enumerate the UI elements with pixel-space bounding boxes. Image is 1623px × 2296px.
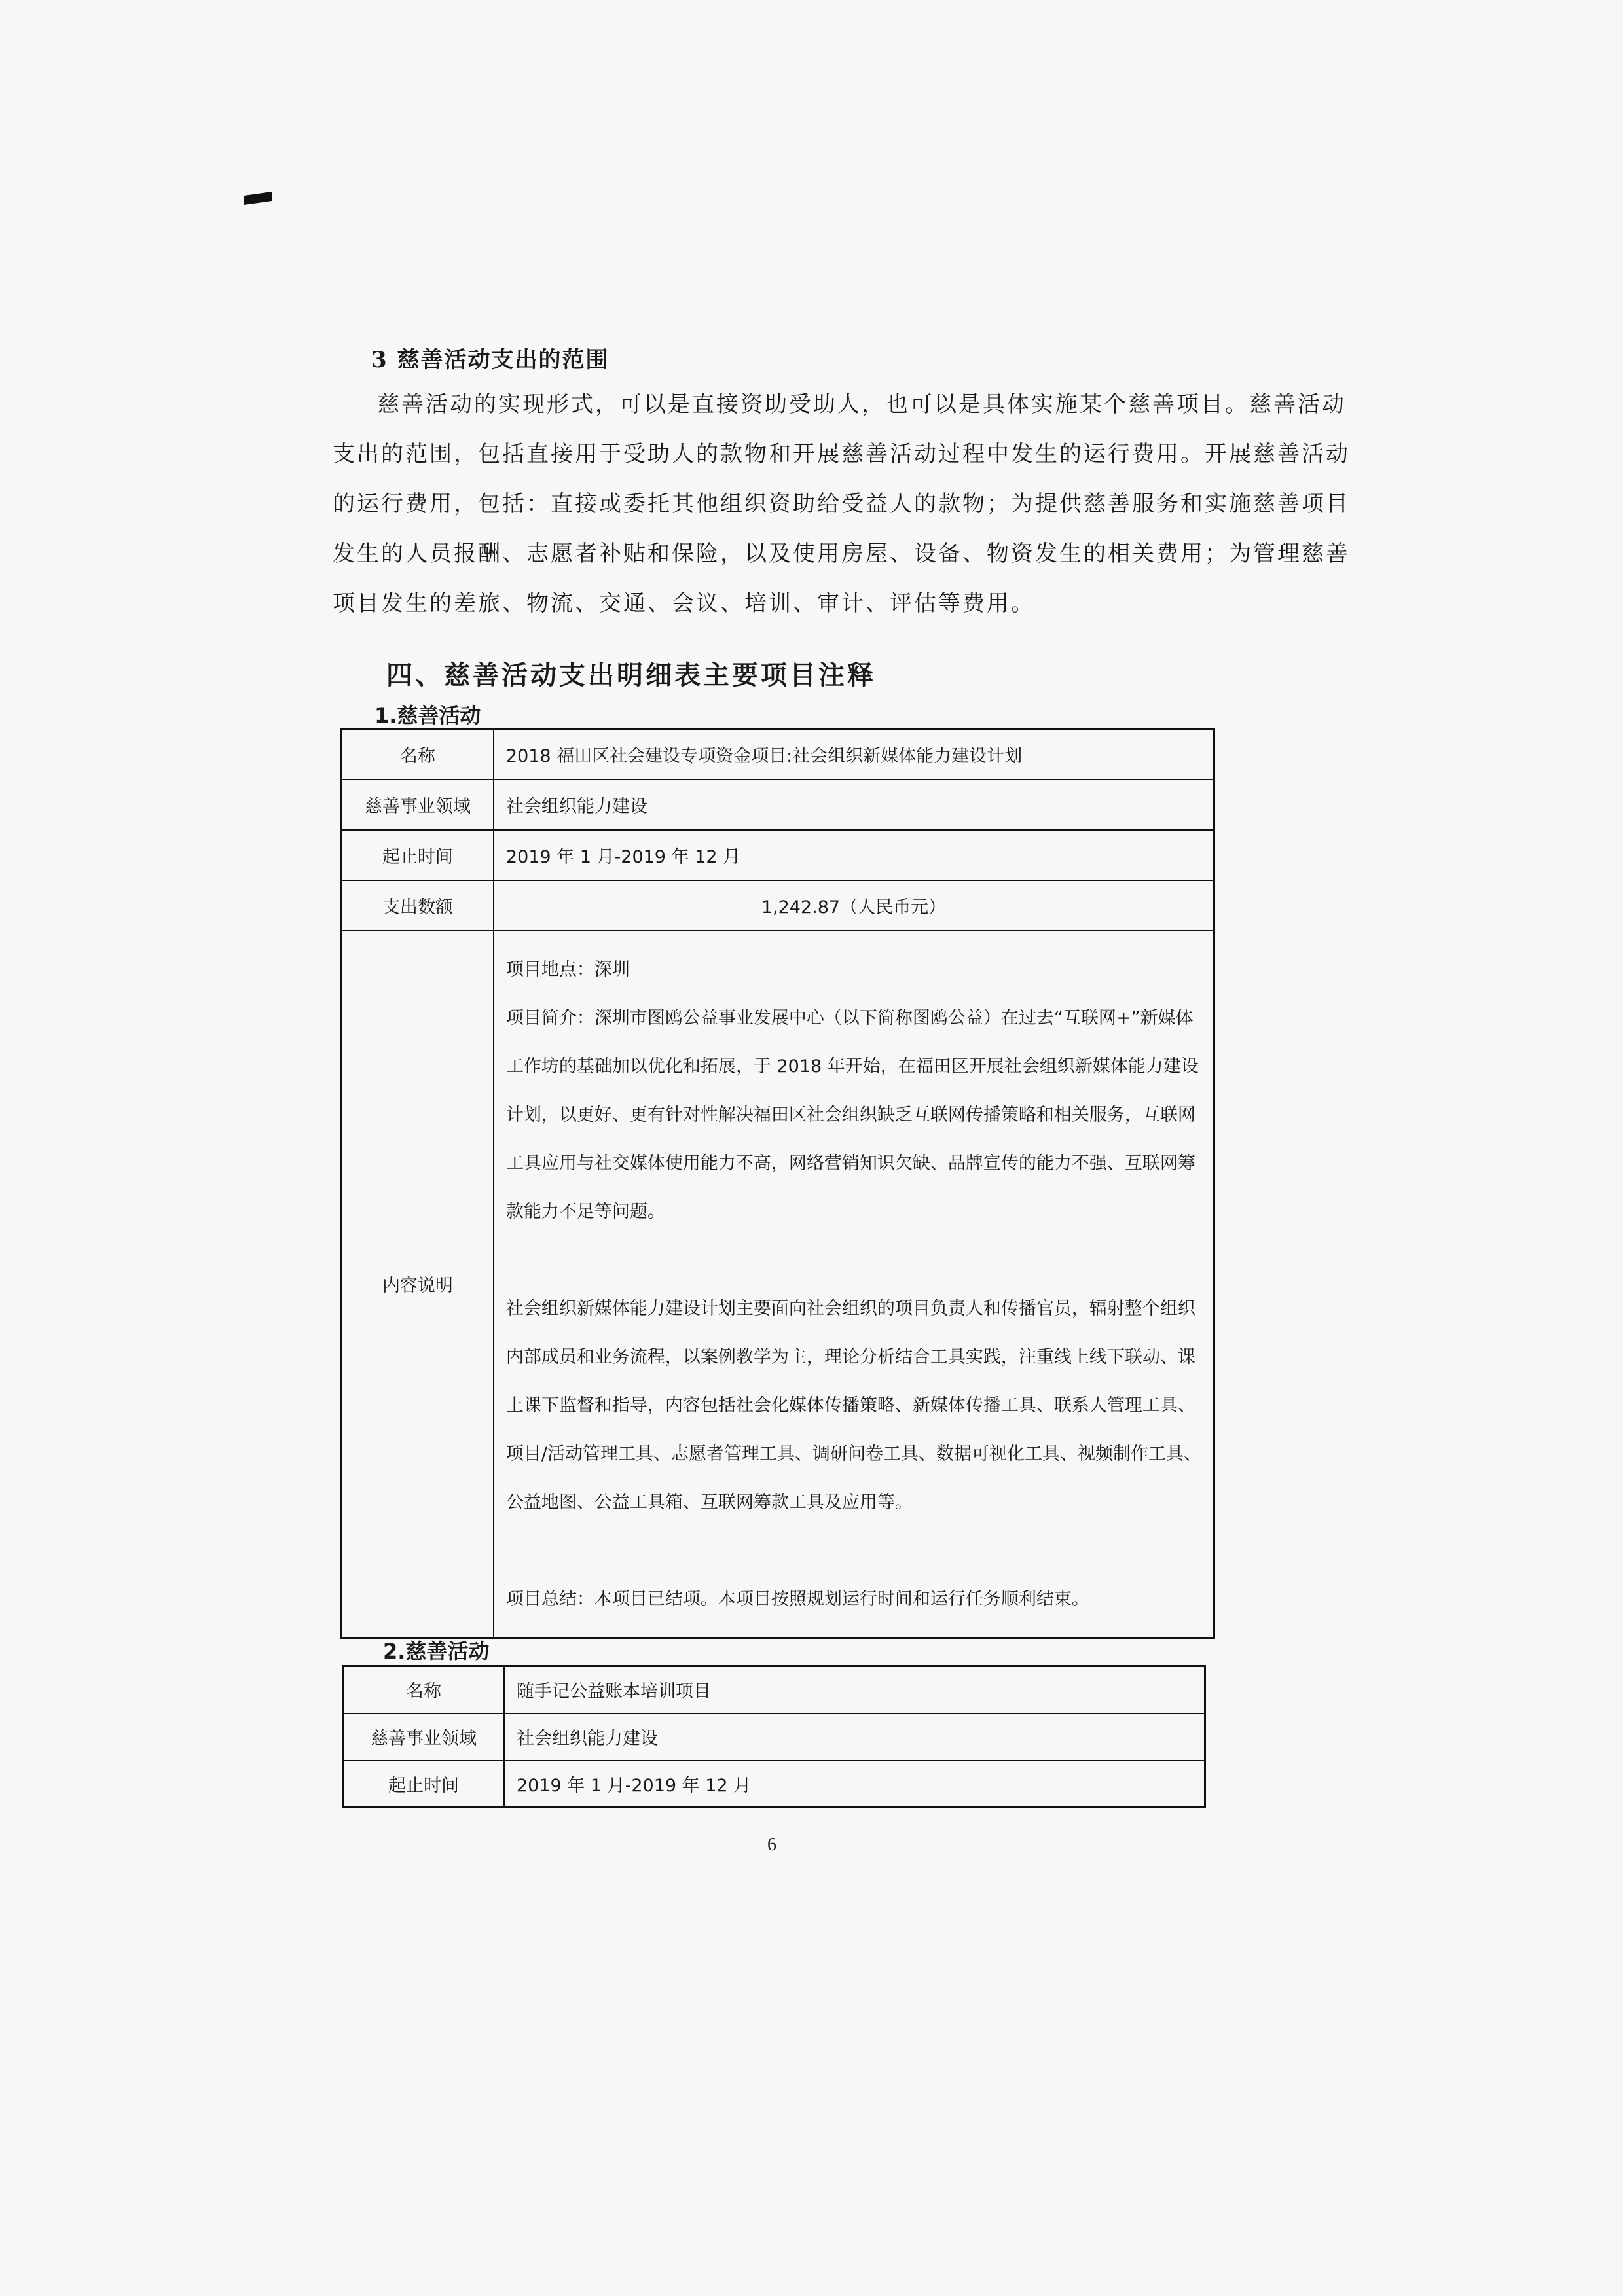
activity-1-heading: 1.慈善活动 — [374, 703, 481, 728]
table-row — [342, 729, 1214, 780]
paragraph-line: 慈善活动的实现形式，可以是直接资助受助人，也可以是具体实施某个慈善项目。慈善活动 — [377, 391, 1346, 418]
name-label: 名称 — [342, 729, 494, 780]
plan-line: 社会组织新媒体能力建设计划主要面向社会组织的项目负责人和传播官员，辐射整个组织 — [505, 1298, 1195, 1319]
table-row — [342, 931, 1214, 1638]
intro-line: 计划，以更好、更有针对性解决福田区社会组织缺乏互联网传播策略和相关服务，互联网 — [505, 1104, 1195, 1125]
paragraph-line: 的运行费用，包括：直接或委托其他组织资助给受益人的款物；为提供慈善服务和实施慈善项目 — [333, 491, 1350, 517]
part-heading: 四、慈善活动支出明细表主要项目注释 — [386, 660, 876, 691]
plan-line: 上课下监督和指导，内容包括社会化媒体传播策略、新媒体传播工具、联系人管理工具、 — [505, 1395, 1195, 1416]
intro-line: 项目简介：深圳市图鸥公益事业发展中心（以下简称图鸥公益）在过去“互联网+”新媒体 — [505, 1007, 1194, 1028]
period-value: 2019 年 1 月-2019 年 12 月 — [504, 1761, 1205, 1808]
paragraph-line: 支出的范围，包括直接用于受助人的款物和开展慈善活动过程中发生的运行费用。开展慈善活动 — [333, 441, 1350, 467]
intro-line: 工具应用与社交媒体使用能力不高，网络营销知识欠缺、品牌宣传的能力不强、互联网筹 — [505, 1153, 1195, 1174]
plan-line: 公益地图、公益工具箱、互联网筹款工具及应用等。 — [505, 1492, 913, 1513]
paragraph-line: 发生的人员报酬、志愿者补贴和保险，以及使用房屋、设备、物资发生的相关费用；为管理慈善 — [333, 541, 1350, 567]
amount-value: 1,242.87（人民币元） — [494, 880, 1214, 931]
section-heading: 3 慈善活动支出的范围 — [371, 347, 610, 373]
scan-artifact-mark — [244, 192, 272, 205]
paragraph-line: 项目发生的差旅、物流、交通、会议、培训、审计、评估等费用。 — [333, 590, 1035, 617]
table-row — [343, 1761, 1205, 1808]
page-number: 6 — [767, 1835, 776, 1855]
intro-line: 款能力不足等问题。 — [505, 1201, 665, 1222]
period-label: 起止时间 — [342, 830, 494, 880]
plan-line: 内部成员和业务流程，以案例教学为主，理论分析结合工具实践，注重线上线下联动、课 — [505, 1346, 1195, 1367]
section-paragraph — [333, 380, 1350, 628]
table-row — [342, 830, 1214, 880]
name-label: 名称 — [343, 1666, 505, 1713]
activity-2-table — [342, 1665, 1206, 1808]
field-value: 社会组织能力建设 — [504, 1713, 1205, 1761]
name-value: 2018 福田区社会建设专项资金项目:社会组织新媒体能力建设计划 — [494, 729, 1214, 780]
table-row — [343, 1713, 1205, 1761]
activity-1-table — [340, 728, 1215, 1639]
intro-line: 工作坊的基础加以优化和拓展，于 2018 年开始，在福田区开展社会组织新媒体能力建设 — [505, 1056, 1199, 1077]
table-row — [342, 780, 1214, 830]
amount-label: 支出数额 — [342, 880, 494, 931]
table-row — [342, 880, 1214, 931]
content-label: 内容说明 — [342, 931, 494, 1638]
plan-line: 项目/活动管理工具、志愿者管理工具、调研问卷工具、数据可视化工具、视频制作工具、 — [505, 1443, 1201, 1464]
activity-2-heading: 2.慈善活动 — [383, 1639, 490, 1664]
content-value — [494, 931, 1214, 1638]
field-value: 社会组织能力建设 — [494, 780, 1214, 830]
field-label: 慈善事业领域 — [342, 780, 494, 830]
location-line: 项目地点：深圳 — [505, 959, 630, 980]
table-row — [343, 1666, 1205, 1713]
summary-line: 项目总结：本项目已结项。本项目按照规划运行时间和运行任务顺利结束。 — [505, 1588, 1089, 1609]
name-value: 随手记公益账本培训项目 — [504, 1666, 1205, 1713]
period-label: 起止时间 — [343, 1761, 505, 1808]
field-label: 慈善事业领域 — [343, 1713, 505, 1761]
period-value: 2019 年 1 月-2019 年 12 月 — [494, 830, 1214, 880]
